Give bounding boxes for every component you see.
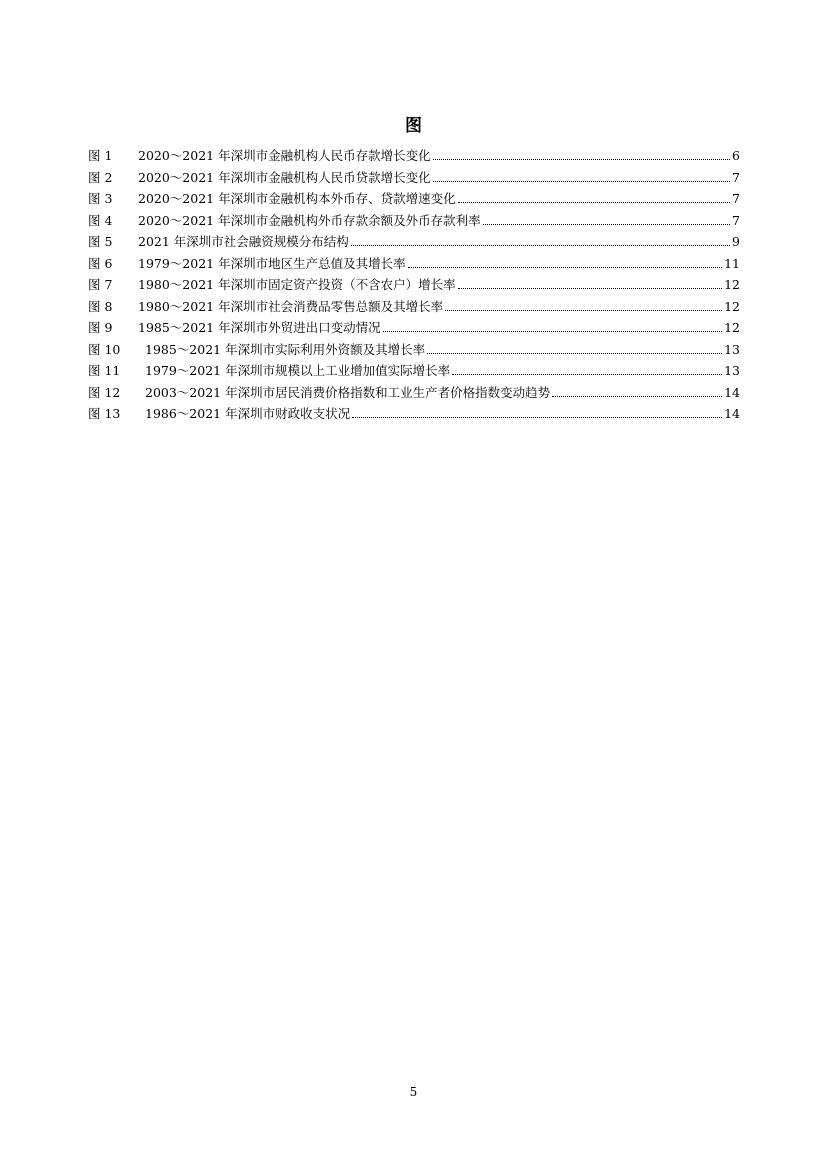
toc-entry[interactable] <box>88 210 740 232</box>
page-ref: 12 <box>724 320 740 335</box>
page-ref: 11 <box>724 255 740 271</box>
toc-entry[interactable] <box>88 188 740 210</box>
toc-title: 图 <box>405 116 422 136</box>
figure-number: 图 12 <box>88 384 121 400</box>
page-number: 5 <box>409 1085 418 1099</box>
leader-dots <box>433 180 730 182</box>
figure-number: 图 1 <box>88 148 113 163</box>
figure-number: 图 11 <box>88 363 121 378</box>
leader-dots <box>433 158 730 160</box>
figure-number: 图 2 <box>88 169 113 185</box>
figure-number: 图 4 <box>88 212 113 228</box>
leader-dots <box>383 330 722 332</box>
leader-dots <box>452 373 722 375</box>
figure-label: 2020～2021 年深圳市金融机构本外币存、贷款增速变化 <box>138 191 456 206</box>
leader-dots <box>445 309 722 311</box>
leader-dots <box>351 244 730 246</box>
figure-label: 1979～2021 年深圳市地区生产总值及其增长率 <box>138 255 406 271</box>
figure-label: 2003～2021 年深圳市居民消费价格指数和工业生产者价格指数变动趋势 <box>145 384 551 400</box>
leader-dots <box>352 416 722 418</box>
figure-label: 1980～2021 年深圳市社会消费品零售总额及其增长率 <box>138 298 444 314</box>
figure-number: 图 9 <box>88 320 113 335</box>
leader-dots <box>552 395 722 397</box>
toc-entry[interactable] <box>88 403 740 425</box>
leader-dots <box>408 266 722 268</box>
figure-number: 图 6 <box>88 255 113 271</box>
toc-entry[interactable] <box>88 274 740 296</box>
page-ref: 6 <box>732 148 740 163</box>
toc-entry[interactable] <box>88 339 740 361</box>
page-ref: 14 <box>724 384 740 400</box>
page-ref: 7 <box>732 212 740 228</box>
figure-number: 图 10 <box>88 341 121 357</box>
figure-number: 图 13 <box>88 406 121 421</box>
leader-dots <box>458 287 722 289</box>
page-ref: 7 <box>732 169 740 185</box>
figure-label: 1986～2021 年深圳市财政收支状况 <box>145 406 351 421</box>
toc-entry[interactable] <box>88 167 740 189</box>
figure-label: 1980～2021 年深圳市固定资产投资（不含农户）增长率 <box>138 277 456 292</box>
toc-entry[interactable] <box>88 253 740 275</box>
figure-number: 图 7 <box>88 277 113 292</box>
toc-entry[interactable] <box>88 382 740 404</box>
leader-dots <box>458 201 730 203</box>
figure-label: 2020～2021 年深圳市金融机构人民币存款增长变化 <box>138 148 431 163</box>
page-ref: 14 <box>724 406 740 421</box>
figure-number: 图 8 <box>88 298 113 314</box>
figure-label: 2020～2021 年深圳市金融机构人民币贷款增长变化 <box>138 169 431 185</box>
page-ref: 9 <box>732 234 740 249</box>
leader-dots <box>427 352 722 354</box>
figure-label: 1985～2021 年深圳市外贸进出口变动情况 <box>138 320 381 335</box>
figure-number: 图 3 <box>88 191 113 206</box>
figure-label: 1979～2021 年深圳市规模以上工业增加值实际增长率 <box>145 363 451 378</box>
figure-label: 1985～2021 年深圳市实际利用外资额及其增长率 <box>145 341 426 357</box>
toc-entry[interactable] <box>88 145 740 167</box>
toc-entry[interactable] <box>88 360 740 382</box>
leader-dots <box>483 223 730 225</box>
figure-label: 2021 年深圳市社会融资规模分布结构 <box>138 234 349 249</box>
figure-list <box>88 145 740 425</box>
page-ref: 7 <box>732 191 740 206</box>
toc-entry[interactable] <box>88 231 740 253</box>
page-ref: 13 <box>724 363 740 378</box>
figure-label: 2020～2021 年深圳市金融机构外币存款余额及外币存款利率 <box>138 212 481 228</box>
figure-number: 图 5 <box>88 234 113 249</box>
page-ref: 12 <box>724 277 740 292</box>
page-ref: 12 <box>724 298 740 314</box>
toc-entry[interactable] <box>88 317 740 339</box>
page-ref: 13 <box>724 341 740 357</box>
toc-entry[interactable] <box>88 296 740 318</box>
